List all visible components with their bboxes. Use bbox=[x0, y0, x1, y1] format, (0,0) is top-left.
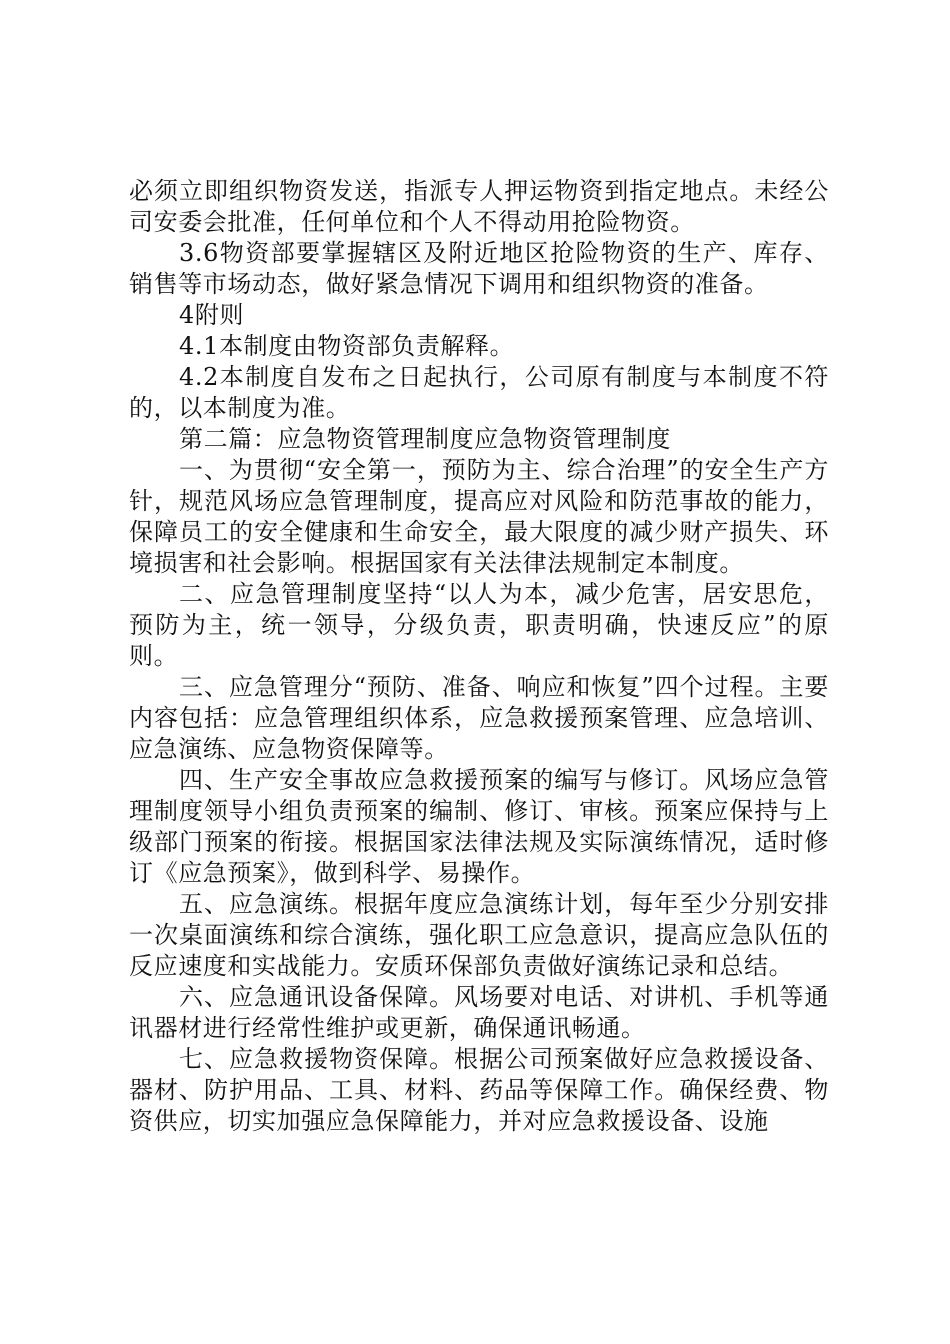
paragraph-item-7: 七、应急救援物资保障。根据公司预案做好应急救援设备、器材、防护用品、工具、材料、药品等保障工作。确保经费、物资供应，切实加强应急保障能力，并对应急救援设备、设施 bbox=[129, 1045, 829, 1135]
article-title: 第二篇：应急物资管理制度应急物资管理制度 bbox=[179, 425, 671, 453]
paragraph-item-3: 三、应急管理分“预防、准备、响应和恢复”四个过程。主要内容包括：应急管理组织体系，应急救援预案管理、应急培训、应急演练、应急物资保障等。 bbox=[129, 673, 829, 763]
paragraph-3-6: 3.6物资部要掌握辖区及附近地区抢险物资的生产、库存、销售等市场动态，做好紧急情况下调用和组织物资的准备。 bbox=[129, 239, 829, 298]
document-body bbox=[129, 176, 829, 1137]
paragraph-item-1: 一、为贯彻“安全第一，预防为主、综合治理”的安全生产方针，规范风场应急管理制度，提高应对风险和防范事故的能力，保障员工的安全健康和生命安全，最大限度的减少财产损失、环境损害和社会影响。根据国家有关法律法规制定本制度。 bbox=[129, 456, 829, 577]
paragraph-item-5: 五、应急演练。根据年度应急演练计划，每年至少分别安排一次桌面演练和综合演练，强化职工应急意识，提高应急队伍的反应速度和实战能力。安质环保部负责做好演练记录和总结。 bbox=[129, 890, 829, 980]
section-heading-appendix: 4附则 bbox=[179, 301, 245, 329]
paragraph-item-2: 二、应急管理制度坚持“以人为本，减少危害，居安思危，预防为主，统一领导，分级负责，职责明确，快速反应”的原则。 bbox=[129, 580, 829, 670]
paragraph-item-4: 四、生产安全事故应急救援预案的编写与修订。风场应急管理制度领导小组负责预案的编制、修订、审核。预案应保持与上级部门预案的衔接。根据国家法律法规及实际演练情况，适时修订《应急预案》，做到科学、易操作。 bbox=[129, 766, 829, 887]
paragraph-item-6: 六、应急通讯设备保障。风场要对电话、对讲机、手机等通讯器材进行经常性维护或更新，确保通讯畅通。 bbox=[129, 983, 829, 1042]
paragraph-4-2: 4.2本制度自发布之日起执行，公司原有制度与本制度不符的，以本制度为准。 bbox=[129, 363, 829, 422]
paragraph-continuation: 必须立即组织物资发送，指派专人押运物资到指定地点。未经公司安委会批准，任何单位和个人不得动用抢险物资。 bbox=[129, 177, 829, 236]
paragraph-4-1: 4.1本制度由物资部负责解释。 bbox=[179, 332, 515, 360]
